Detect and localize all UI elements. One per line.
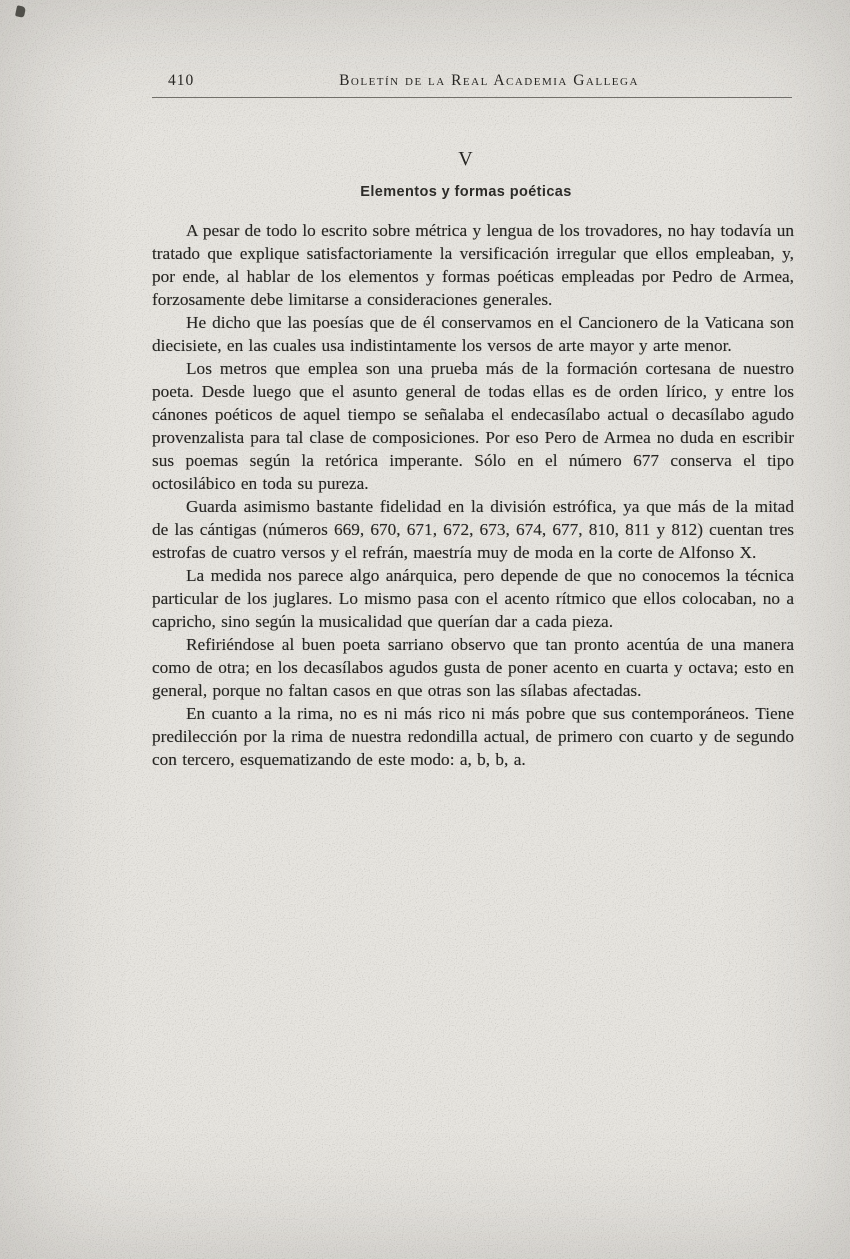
page-number: 410 — [168, 72, 195, 89]
header-divider — [152, 97, 792, 98]
body-text — [152, 219, 794, 771]
section-title: Elementos y formas poéticas — [360, 184, 572, 200]
paragraph: Los metros que emplea son una prueba más de la formación cortesana de nuestro poeta. Desde luego que el asunto general de todas ellas es de orden lírico, y entre los cánones poéticos de aquel tiempo se señalaba el endecasílabo actual o decasílabo agudo provenzalista para tal clase de composiciones. Por eso Pero de Armea no duda en escribir sus poemas según la retórica imperante. Sólo en el número 677 conserva el tipo octosilábico en toda su pureza. — [152, 359, 794, 493]
paragraph: A pesar de todo lo escrito sobre métrica y lengua de los trovadores, no hay todavía un tratado que explique satisfactoriamente la versificación irregular que ellos empleaban, y, por ende, al hablar de los elementos y formas poéticas empleadas por Pedro de Armea, forzosamente debe limitarse a consideraciones generales. — [152, 221, 794, 309]
paragraph: He dicho que las poesías que de él conservamos en el Cancionero de la Vaticana son diecisiete, en las cuales usa indistintamente los versos de arte mayor y arte menor. — [152, 313, 794, 355]
section-number: V — [458, 148, 474, 170]
paragraph: Guarda asimismo bastante fidelidad en la división estrófica, ya que más de la mitad de las cántigas (números 669, 670, 671, 672, 673, 674, 677, 810, 811 y 812) cuentan tres estrofas de cuatro versos y el refrán, maestría muy de moda en la corte de Alfonso X. — [152, 497, 794, 562]
journal-title: Boletín de la Real Academia Gallega — [339, 72, 639, 89]
paragraph: Refiriéndose al buen poeta sarriano observo que tan pronto acentúa de una manera como de otra; en los decasílabos agudos gusta de poner acento en cuarta y octava; esto en general, porque no faltan casos en que otras son las sílabas afectadas. — [152, 635, 794, 700]
scan-artifact-mark — [15, 5, 26, 18]
paragraph: En cuanto a la rima, no es ni más rico ni más pobre que sus contemporáneos. Tiene predilección por la rima de nuestra redondilla actual, de primero con cuarto y de segundo con tercero, esquematizando de este modo: a, b, b, a. — [152, 704, 794, 769]
running-header — [152, 72, 780, 90]
paragraph: La medida nos parece algo anárquica, pero depende de que no conocemos la técnica particular de los juglares. Lo mismo pasa con el acento rítmico que ellos colocaban, no a capricho, sino según la musicalidad que querían dar a cada pieza. — [152, 566, 794, 631]
